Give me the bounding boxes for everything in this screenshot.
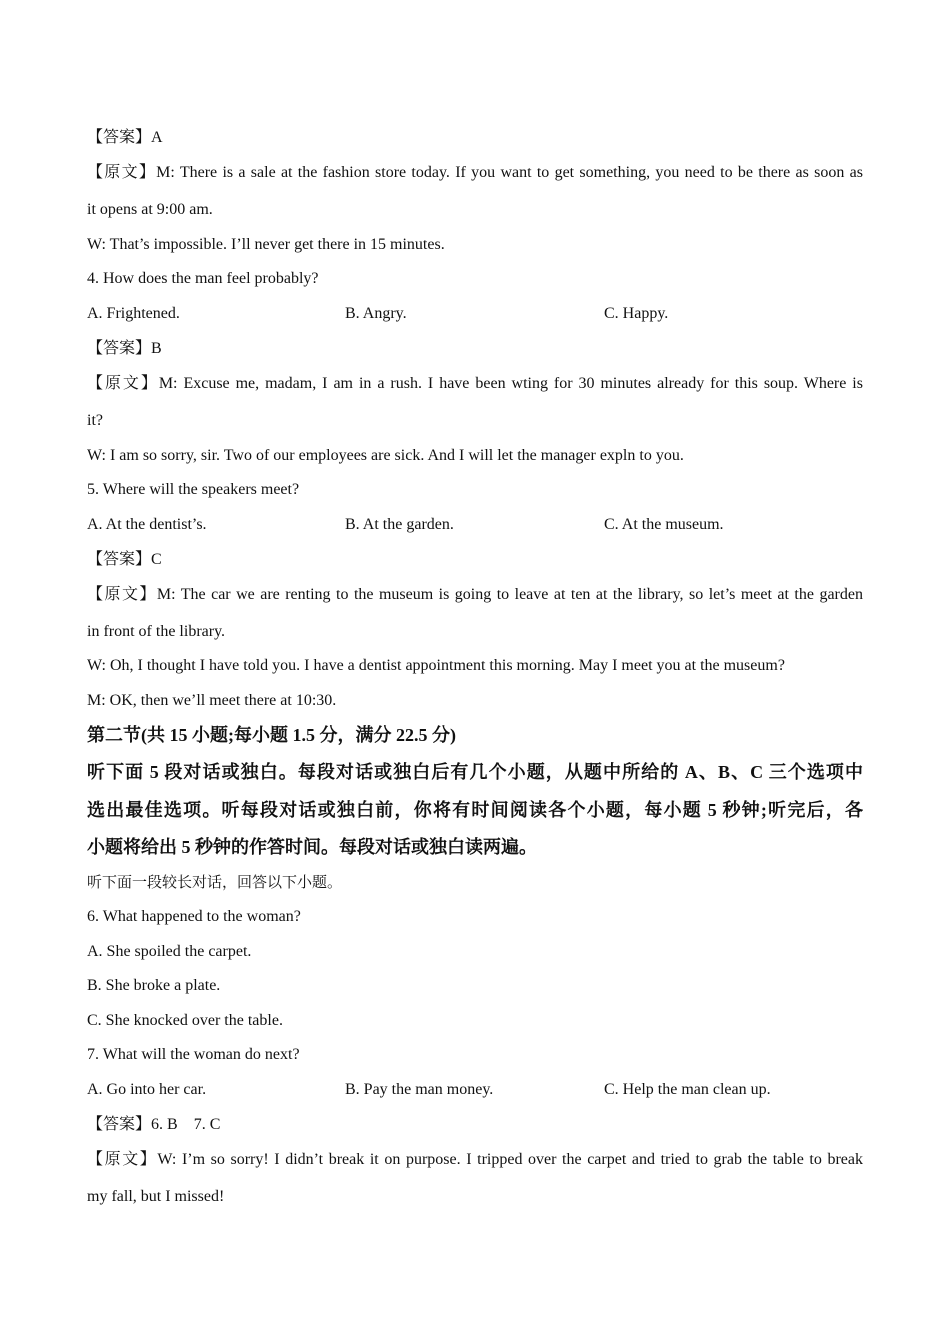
sub-instruction: 听下面一段较长对话，回答以下小题。 xyxy=(87,875,343,891)
transcript-line-q4-1 xyxy=(87,374,863,394)
question-4: 4. How does the man feel probably? xyxy=(87,270,319,287)
transcript-line-q5-4: M: OK, then we’ll meet there at 10:30. xyxy=(87,692,337,709)
option-c: C. At the museum. xyxy=(604,516,724,533)
options-q4 xyxy=(87,304,863,324)
section-heading: 第二节(共 15 小题;每小题 1.5 分，满分 22.5 分) xyxy=(87,725,456,745)
transcript-text: M: There is a sale at the fashion store today. If you want to get something, you need to be there as soon as xyxy=(156,164,863,181)
options-q7 xyxy=(87,1080,863,1100)
transcript-line-q4-3: W: I am so sorry, sir. Two of our employees are sick. And I will let the manager expln to you. xyxy=(87,447,684,464)
transcript-text: M: The car we are renting to the museum is going to leave at ten at the library, so let’s meet at the garden xyxy=(156,586,863,603)
option-b: B. Angry. xyxy=(345,305,407,322)
answer-value: C xyxy=(151,551,162,568)
transcript-line-q3-2: it opens at 9:00 am. xyxy=(87,201,213,218)
answer-line-q6-7 xyxy=(87,1115,220,1135)
option-a: A. Frightened. xyxy=(87,305,180,322)
answer-line-q5 xyxy=(87,550,162,570)
transcript-line-q3-3: W: That’s impossible. I’ll never get there in 15 minutes. xyxy=(87,236,445,253)
transcript-text: W: I’m so sorry! I didn’t break it on purpose. I tripped over the carpet and tried to grab the table to break xyxy=(157,1151,863,1168)
option-b: B. Pay the man money. xyxy=(345,1081,494,1098)
answer-line-q4 xyxy=(87,339,162,359)
option-a: A. Go into her car. xyxy=(87,1081,207,1098)
option-a: A. She spoiled the carpet. xyxy=(87,943,252,960)
transcript-line-q4-2: it? xyxy=(87,412,103,429)
option-b: B. At the garden. xyxy=(345,516,454,533)
answer-label: 【答案】 xyxy=(87,340,152,357)
answer-value: 6. B 7. C xyxy=(151,1116,221,1133)
transcript-line-q5-1 xyxy=(87,585,863,605)
option-b: B. She broke a plate. xyxy=(87,977,221,994)
transcript-line-q6-7-1 xyxy=(87,1150,863,1170)
answer-label: 【答案】 xyxy=(87,1116,152,1133)
option-c: C. Happy. xyxy=(604,305,669,322)
section-instruction-line-2: 选出最佳选项。听每段对话或独白前，你将有时间阅读各个小题，每小题 5 秒钟;听完后，各 xyxy=(87,800,863,820)
question-5: 5. Where will the speakers meet? xyxy=(87,481,300,498)
answer-line-q3 xyxy=(87,128,163,148)
question-6: 6. What happened to the woman? xyxy=(87,908,301,925)
answer-value: A xyxy=(151,129,163,146)
transcript-label: 【原文】 xyxy=(87,1151,158,1168)
transcript-line-q3-1 xyxy=(87,163,863,183)
options-q5 xyxy=(87,515,863,535)
section-instruction-line-3: 小题将给出 5 秒钟的作答时间。每段对话或独白读两遍。 xyxy=(87,837,537,857)
transcript-line-q6-7-2: my fall, but I missed! xyxy=(87,1188,225,1205)
answer-value: B xyxy=(151,340,162,357)
transcript-line-q5-2: in front of the library. xyxy=(87,623,226,640)
transcript-text: M: Excuse me, madam, I am in a rush. I have been wting for 30 minutes already for this soup. Where is xyxy=(158,375,863,392)
option-c: C. She knocked over the table. xyxy=(87,1012,283,1029)
option-a: A. At the dentist’s. xyxy=(87,516,207,533)
transcript-label: 【原文】 xyxy=(87,375,159,392)
question-7: 7. What will the woman do next? xyxy=(87,1046,300,1063)
answer-label: 【答案】 xyxy=(87,129,152,146)
transcript-label: 【原文】 xyxy=(87,586,157,603)
option-c: C. Help the man clean up. xyxy=(604,1081,771,1098)
transcript-line-q5-3: W: Oh, I thought I have told you. I have a dentist appointment this morning. May I meet you at the museum? xyxy=(87,657,785,674)
transcript-label: 【原文】 xyxy=(87,164,157,181)
answer-label: 【答案】 xyxy=(87,551,152,568)
section-instruction-line-1: 听下面 5 段对话或独白。每段对话或独白后有几个小题，从题中所给的 A、B、C 三个选项中 xyxy=(87,762,863,782)
